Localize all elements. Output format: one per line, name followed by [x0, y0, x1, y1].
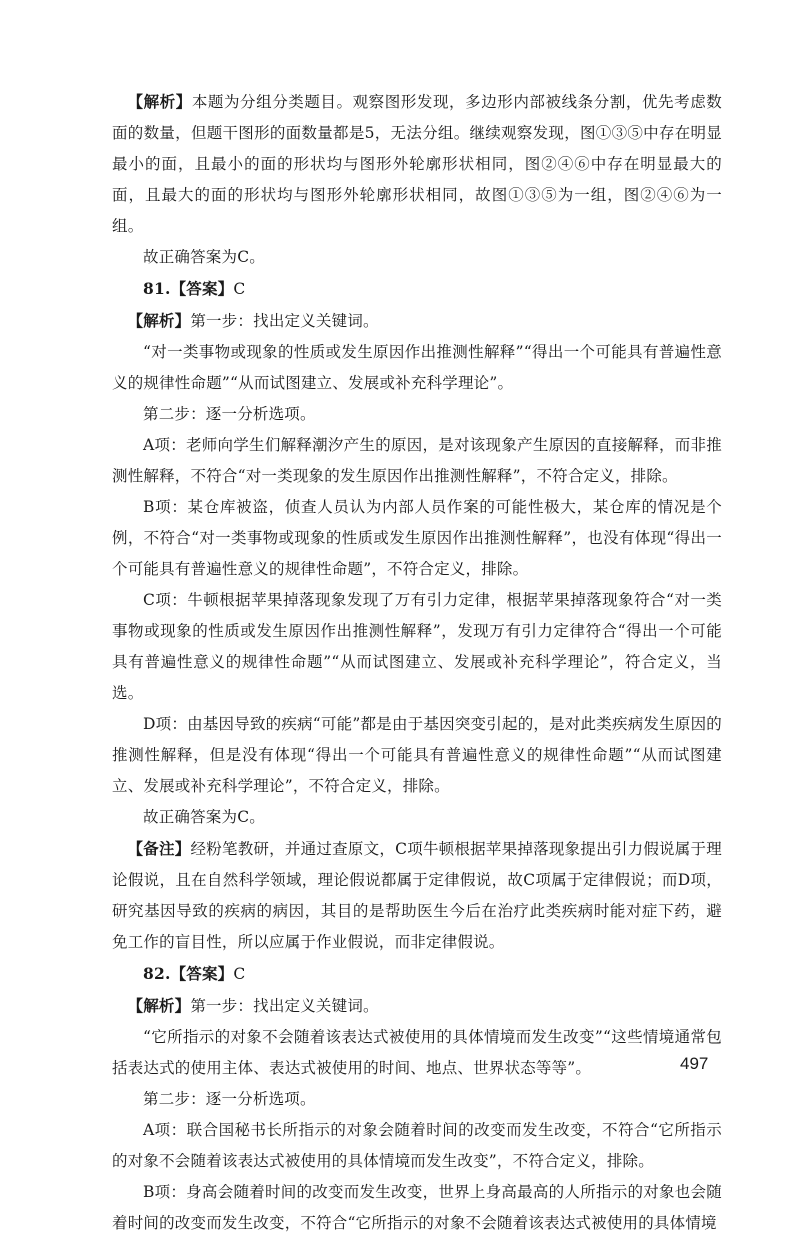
option-text: B项：某仓库被盗，侦查人员认为内部人员作案的可能性极大，某仓库的情况是个例，不符合“对一类事物或现象的性质或发生原因作出推测性解释”，也没有体现“得出一个可能具有普遍性意义的规律性命题”，不符合定义，排除。 [112, 498, 722, 578]
answer-value: C [233, 965, 246, 983]
analysis-text: 第一步：找出定义关键词。 [190, 997, 379, 1015]
paragraph-analysis-82 [112, 990, 722, 1022]
option-text: B项：身高会随着时间的改变而发生改变，世界上身高最高的人所指示的对象也会随着时间的改变而发生改变，不符合“它所指示的对象不会随着该表达式被使用的具体情境 [112, 1183, 722, 1232]
step-text: 第二步：逐一分析选项。 [143, 405, 316, 423]
paragraph-option-b-81 [112, 492, 722, 585]
option-text: C项：牛顿根据苹果掉落现象发现了万有引力定律，根据苹果掉落现象符合“对一类事物或现象的性质或发生原因作出推测性解释”，发现万有引力定律符合“得出一个可能具有普遍性意义的规律性命题”“从而试图建立、发展或补充科学理论”，符合定义，当选。 [112, 591, 722, 702]
document-body [112, 86, 722, 1239]
paragraph-step2-82 [112, 1084, 722, 1115]
conclusion-text: 故正确答案为C。 [143, 248, 265, 266]
analysis-text: 本题为分组分类题目。观察图形发现，多边形内部被线条分割，优先考虑数面的数量，但题干图形的面数量都是5，无法分组。继续观察发现，图①③⑤中存在明显最小的面，且最小的面的形状均与图形外轮廓形状相同，图②④⑥中存在明显最大的面，且最大的面的形状均与图形外轮廓形状相同，故图①③⑤为一组，图②④⑥为一组。 [112, 93, 722, 235]
note-text: 经粉笔教研，并通过查原文，C项牛顿根据苹果掉落现象提出引力假说属于理论假说，且在自然科学领域，理论假说都属于定律假说，故C项属于定律假说；而D项，研究基因导致的疾病的病因，其目的是帮助医生今后在治疗此类疾病时能对症下药，避免工作的盲目性，所以应属于作业假说，而非定律假说。 [112, 840, 722, 951]
paragraph-option-b-82 [112, 1177, 722, 1239]
paragraph-option-d-81 [112, 709, 722, 802]
paragraph-conclusion-81 [112, 802, 722, 833]
analysis-label: 【解析】 [127, 92, 192, 111]
paragraph-keywords-81 [112, 337, 722, 399]
keywords-text: “对一类事物或现象的性质或发生原因作出推测性解释”“得出一个可能具有普遍性意义的规律性命题”“从而试图建立、发展或补充科学理论”。 [112, 343, 722, 392]
analysis-label: 【解析】 [127, 311, 191, 330]
paragraph-option-a-81 [112, 430, 722, 492]
paragraph-note-81 [112, 833, 722, 958]
paragraph-keywords-82 [112, 1022, 722, 1084]
option-text: D项：由基因导致的疾病“可能”都是由于基因突变引起的，是对此类疾病发生原因的推测性解释，但是没有体现“得出一个可能具有普遍性意义的规律性命题”“从而试图建立、发展或补充科学理论”，不符合定义，排除。 [112, 715, 722, 795]
option-text: A项：联合国秘书长所指示的对象会随着时间的改变而发生改变，不符合“它所指示的对象不会随着该表达式被使用的具体情境而发生改变”，不符合定义，排除。 [112, 1121, 722, 1170]
paragraph-option-c-81 [112, 585, 722, 709]
answer-label: 81.【答案】 [143, 279, 234, 298]
paragraph-answer-82 [112, 958, 722, 990]
paragraph-answer-conclusion [112, 242, 722, 273]
paragraph-analysis-81 [112, 305, 722, 337]
analysis-text: 第一步：找出定义关键词。 [190, 312, 379, 330]
paragraph-step2-81 [112, 399, 722, 430]
conclusion-text: 故正确答案为C。 [143, 808, 265, 826]
analysis-label: 【解析】 [127, 996, 191, 1015]
page-number: 497 [680, 1054, 709, 1073]
paragraph-answer-81 [112, 273, 722, 305]
option-text: A项：老师向学生们解释潮汐产生的原因，是对该现象产生原因的直接解释，而非推测性解释，不符合“对一类现象的发生原因作出推测性解释”，不符合定义，排除。 [112, 436, 722, 485]
keywords-text: “它所指示的对象不会随着该表达式被使用的具体情境而发生改变”“这些情境通常包括表达式的使用主体、表达式被使用的时间、地点、世界状态等等”。 [112, 1028, 722, 1077]
paragraph-analysis-80 [112, 86, 722, 242]
note-label: 【备注】 [127, 839, 191, 858]
paragraph-option-a-82 [112, 1115, 722, 1177]
step-text: 第二步：逐一分析选项。 [143, 1090, 316, 1108]
answer-value: C [233, 280, 246, 298]
answer-label: 82.【答案】 [143, 964, 234, 983]
